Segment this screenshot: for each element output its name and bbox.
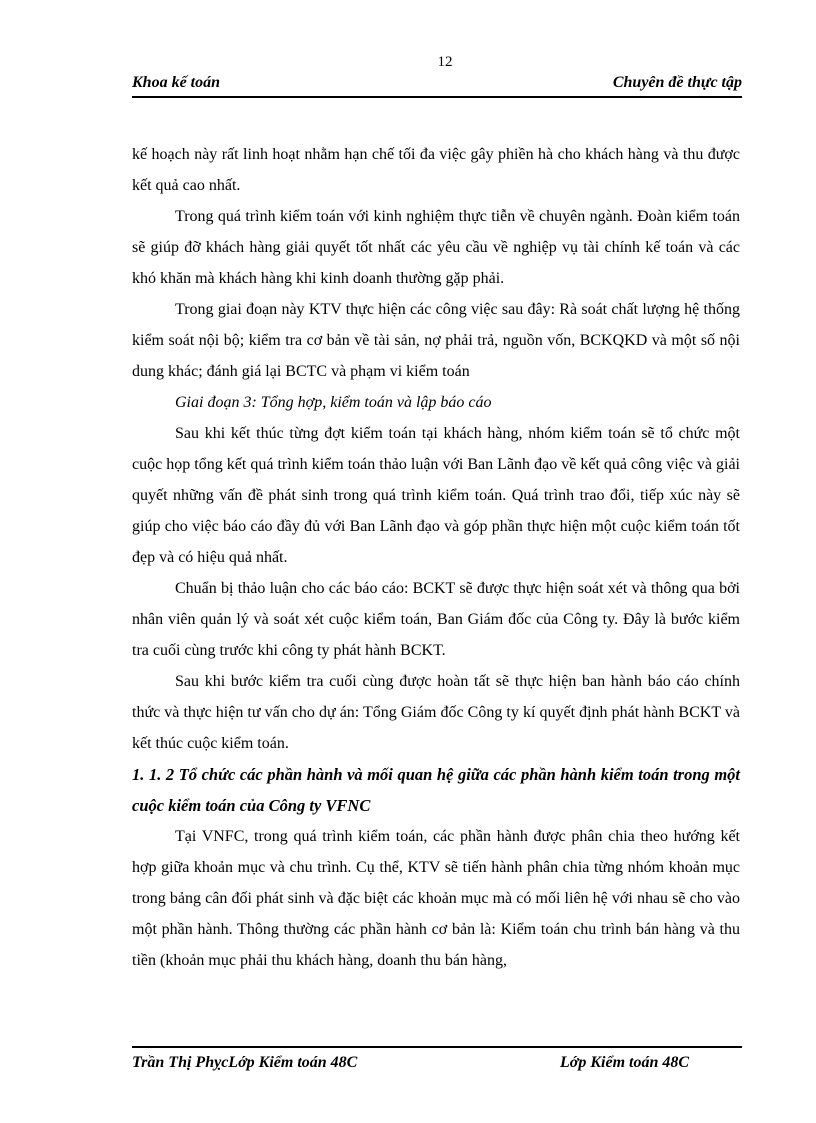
paragraph: Trong quá trình kiểm toán với kinh nghiệm thực tiễn về chuyên ngành. Đoàn kiểm toán sẽ giúp đỡ khách hàng giải quyết tốt nhất các yêu cầu về nghiệp vụ tài chính kế toán và các khó khăn mà khách hàng khi kinh doanh thường gặp phải. <box>132 208 740 287</box>
paragraph: Trong giai đoạn này KTV thực hiện các công việc sau đây: Rà soát chất lượng hệ thống kiểm soát nội bộ; kiểm tra cơ bản về tài sản, nợ phải trả, nguồn vốn, BCKQKD và một số nội dung khác; đánh giá lại BCTC và phạm vi kiểm toán <box>132 301 740 380</box>
page-footer <box>132 1046 742 1078</box>
footer-class: Lớp Kiểm toán 48C <box>560 1054 690 1071</box>
paragraph: Chuẩn bị thảo luận cho các báo cáo: BCKT sẽ được thực hiện soát xét và thông qua bởi nhân viên quản lý và soát xét cuộc kiểm toán, Ban Giám đốc của Công ty. Đây là bước kiểm tra cuối cùng trước khi công ty phát hành BCKT. <box>132 580 740 659</box>
document-body <box>132 139 740 976</box>
paragraph: kế hoạch này rất linh hoạt nhằm hạn chế tối đa việc gây phiền hà cho khách hàng và thu được kết quả cao nhất. <box>132 146 740 194</box>
footer-author: Trần Thị PhỵcLớp Kiểm toán 48C <box>132 1054 358 1071</box>
page-header <box>132 74 742 98</box>
paragraph: Sau khi kết thúc từng đợt kiểm toán tại khách hàng, nhóm kiểm toán sẽ tổ chức một cuộc họp tổng kết quá trình kiểm toán thảo luận với Ban Lãnh đạo về kết quả công việc và giải quyết những vấn đề phát sinh trong quá trình kiểm toán. Quá trình trao đổi, tiếp xúc này sẽ giúp cho việc báo cáo đầy đủ với Ban Lãnh đạo và góp phần thực hiện một cuộc kiểm toán tốt đẹp và có hiệu quả nhất. <box>132 425 740 566</box>
page-number: 12 <box>437 54 453 70</box>
stage-subheading: Giai đoạn 3: Tổng hợp, kiểm toán và lập báo cáo <box>175 394 492 411</box>
paragraph: Tại VNFC, trong quá trình kiểm toán, các phần hành được phân chia theo hướng kết hợp giữa khoản mục và chu trình. Cụ thể, KTV sẽ tiến hành phân chia từng nhóm khoản mục trong bảng cân đối phát sinh và đặc biệt các khoản mục mà có mối liên hệ với nhau sẽ cho vào một phần hành. Thông thường các phần hành cơ bản là: Kiểm toán chu trình bán hàng và thu tiền (khoản mục phải thu khách hàng, doanh thu bán hàng, <box>132 828 740 969</box>
header-department: Khoa kế toán <box>132 74 221 91</box>
section-heading: 1. 1. 2 Tổ chức các phần hành và mối quan hệ giữa các phần hành kiểm toán trong một cuộc kiểm toán của Công ty VFNC <box>132 765 740 815</box>
paragraph: Sau khi bước kiểm tra cuối cùng được hoàn tất sẽ thực hiện ban hành báo cáo chính thức và thực hiện tư vấn cho dự án: Tổng Giám đốc Công ty kí quyết định phát hành BCKT và kết thúc cuộc kiểm toán. <box>132 673 740 752</box>
header-document-type: Chuyên đề thực tập <box>612 74 742 91</box>
